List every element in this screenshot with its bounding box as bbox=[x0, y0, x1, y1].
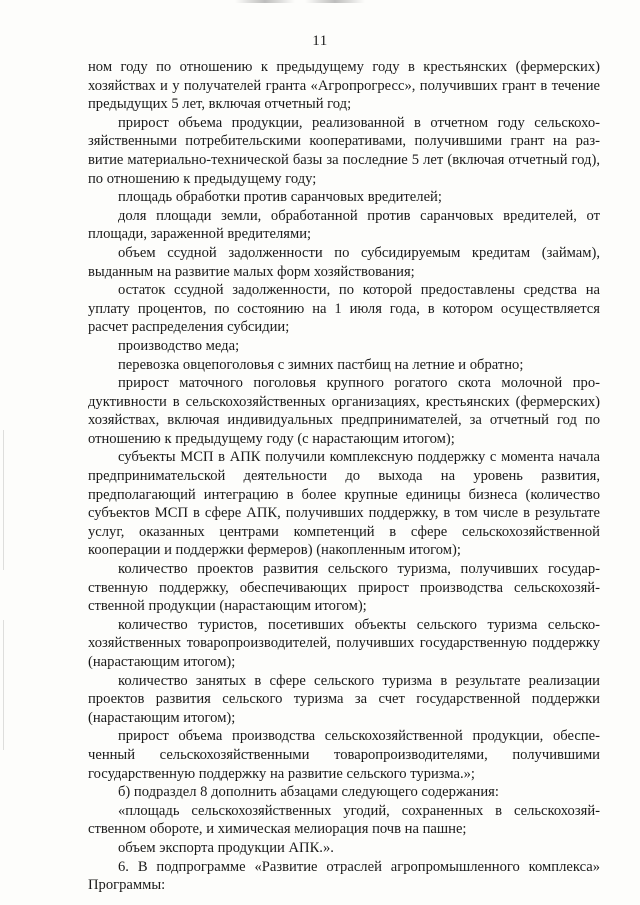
paragraph: 6. В подпрограмме «Развитие отраслей агропромышленного комплекса» Программы: bbox=[88, 858, 600, 894]
paragraph: остаток ссудной задолженности, по которой предоставлены средства на уплату процентов, по состоянию на 1 июля года, в котором осуществляется расчет распределения субсидии; bbox=[88, 282, 600, 336]
paragraph: перевозка овцепоголовья с зимних пастбищ на летние и обратно; bbox=[118, 356, 524, 373]
paragraph: количество занятых в сфере сельского туризма в результате реализации проектов развития сельского туризма за счет государственной поддержки (нарастающим итогом); bbox=[88, 672, 600, 726]
paragraph: производство меда; bbox=[118, 337, 240, 354]
paragraph: прирост объема продукции, реализованной в отчетном году сельскохозяйственными потребительскими кооперативами, получившими грант на развитие материально-технической базы за последние 5 лет (включая отчетный год), по отношению к предыдущему году; bbox=[88, 114, 600, 187]
paragraph: субъекты МСП в АПК получили комплексную поддержку с момента начала предпринимательской деятельности до выхода на уровень развития, предполагающий интеграцию в более крупные единицы бизнеса (количество субъектов МСП в сфере АПК, получивших поддержку, в том числе в результате услуг, оказанных центрами компетенций в сфере сельскохозяйственной кооперации и поддержки фермеров) (накопленным итогом); bbox=[88, 449, 600, 559]
page-number: 11 bbox=[312, 33, 328, 49]
paragraph: количество проектов развития сельского туризма, получивших государственную поддержку, обеспечивающих прирост производства сельскохозяйственной продукции (нарастающим итогом); bbox=[88, 561, 600, 615]
scan-artifact bbox=[305, 0, 365, 3]
scan-edge-line bbox=[3, 430, 4, 570]
paragraph: прирост объема производства сельскохозяйственной продукции, обеспеченный сельскохозяйственными товаропроизводителями, получившими государственную поддержку на развитие сельского туризма.»; bbox=[88, 728, 600, 782]
paragraph: б) подраздел 8 дополнить абзацами следующего содержания: bbox=[118, 784, 499, 801]
paragraph: количество туристов, посетивших объекты сельского туризма сельскохозяйственных товаропроизводителей, получивших государственную поддержку (нарастающим итогом); bbox=[88, 616, 600, 670]
scan-edge-line bbox=[3, 620, 4, 750]
paragraph: прирост маточного поголовья крупного рогатого скота молочной продуктивности в сельскохозяйственных организациях, крестьянских (фермерских) хозяйствах, включая индивидуальных предпринимателей, за отчетный год по отношению к предыдущему году (с нарастающим итогом); bbox=[88, 375, 600, 447]
paragraph: объем экспорта продукции АПК.». bbox=[118, 839, 334, 856]
scan-artifact bbox=[235, 0, 295, 3]
paragraph: площадь обработки против саранчовых вредителей; bbox=[118, 189, 442, 206]
paragraph: «площадь сельскохозяйственных угодий, сохраненных в сельскохозяйственном обороте, и химическая мелиорация почв на пашне; bbox=[88, 802, 600, 838]
paragraph: объем ссудной задолженности по субсидируемым кредитам (займам), выданным на развитие малых форм хозяйствования; bbox=[88, 244, 600, 280]
paragraph: ном году по отношению к предыдущему году в крестьянских (фермерских) хозяйствах и у получателей гранта «Агропрогресс», получивших грант в течение предыдущих 5 лет, включая отчетный год; bbox=[88, 59, 600, 113]
paragraph: доля площади земли, обработанной против саранчовых вредителей, от площади, зараженной вредителями; bbox=[88, 207, 600, 243]
document-body bbox=[88, 58, 600, 895]
